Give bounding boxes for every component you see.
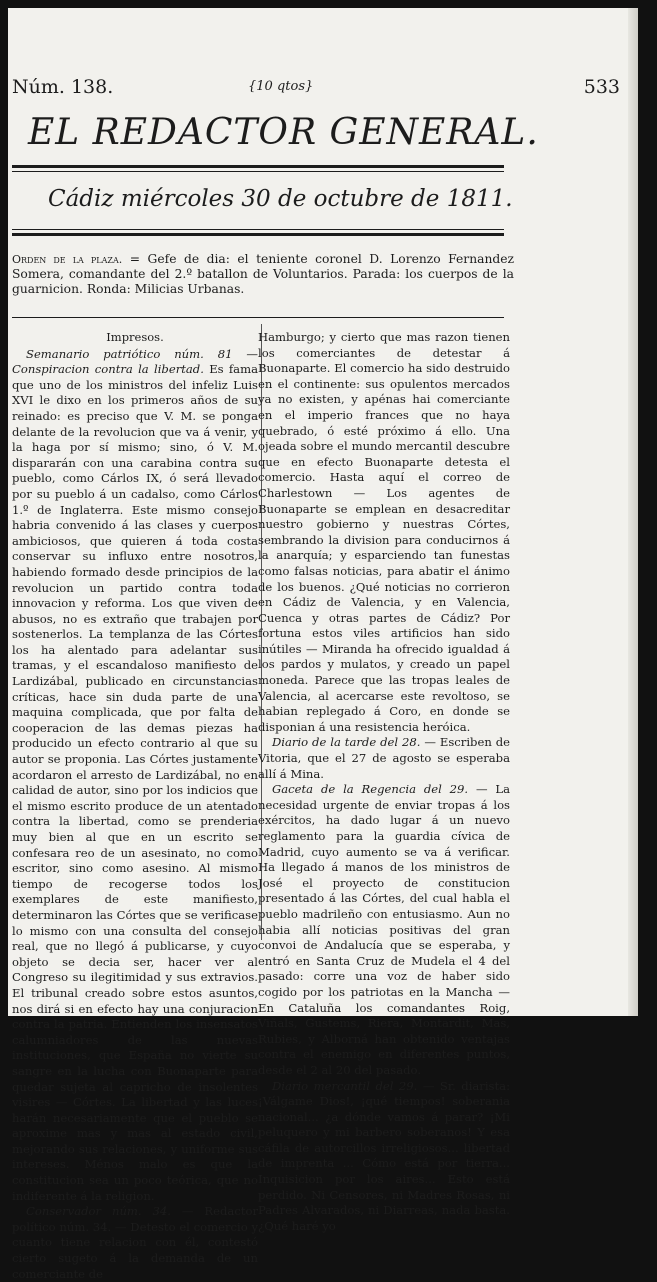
- article-label: Conservador núm. 34.: [26, 1204, 171, 1219]
- article-text: — Sr. diarista: ¡Válgame Dios!, ¡qué tiempos! soberania nacional... ¿a dónde vamos á parar? ¡Mi peluquero y mi barbero soberanos! Y esa cáfila de autorcillos irreligiosos... libertad de imprenta ... Cómo está por tierra... Inquisicion por los aires... Esto está perdido. Ni Censores, ni Madres Rosas, ni Padres Alvarados, ni Diarreas, nada basta. ¿Qué haré yo: [258, 1078, 510, 1233]
- title-rule-thin: [12, 171, 504, 172]
- article-redactor: [12, 1204, 258, 1282]
- article-label: Diario de la tarde del 28.: [272, 735, 421, 750]
- section-heading-impresos: Impresos.: [106, 330, 164, 344]
- issue-number: Núm. 138.: [12, 76, 114, 98]
- article-label: Semanario patriótico núm. 81 — Conspiracion contra la libertad.: [12, 346, 258, 377]
- left-column: [12, 330, 258, 1282]
- article-semanario: [12, 347, 258, 1205]
- article-label: Gaceta de la Regencia del 29.: [272, 782, 469, 797]
- dateline: Cádiz miércoles 30 de octubre de 1811.: [48, 186, 513, 212]
- issue-price: {10 qtos}: [248, 79, 314, 94]
- article-diario-mercantil: [258, 1079, 510, 1235]
- date-rule: [12, 233, 504, 236]
- article-text: — La necesidad urgente de enviar tropas á los exércitos, ha dado lugar á un nuevo reglamento para la guardia cívica de Madrid, cuyo aumento se va á verificar. Ha llegado á manos de los ministros de José el proyecto de constitucion presentado á las Córtes, del cual habla el pueblo madrileño con entusiasmo. Aun no habia allí noticias positivas del gran convoi de Andalucía que se esperaba, y entró en Santa Cruz de Mudela el 4 del pasado: corre una voz de haber sido cogido por los patriotas en la Mancha — En Cataluña los comandantes Roig, Viñals, Gustems, Riera, Montardit, Mas, Rubies, y Alborná han obtenido ventajas contra el enemigo en diferentes puntos, desde el 2 al 20 del pasado.: [258, 782, 511, 1077]
- section-rule: [12, 317, 504, 318]
- article-text: — Redactor político núm. 34. — Detesto el comercio y cuanto tiene relacion con él, contestó cierto sugeto á la demanda de un comerciante de: [12, 1204, 258, 1281]
- newspaper-page: [8, 8, 638, 1281]
- title-rule: [12, 165, 504, 168]
- article-text: — Escriben de Vitoria, que el 27 de agosto se esperaba allí á Mina.: [258, 735, 510, 781]
- article-gaceta: [258, 782, 510, 1078]
- page-edge: [628, 8, 638, 1016]
- masthead-top: [12, 76, 620, 104]
- orden-de-la-plaza: [12, 252, 514, 297]
- orden-label: Orden de la plaza.: [12, 253, 123, 266]
- page-number: 533: [583, 76, 620, 98]
- right-column: [258, 330, 510, 1234]
- article-diario-tarde: [258, 735, 510, 782]
- article-continued: Hamburgo; y cierto que mas razon tienen los comerciantes de detestar á Buonaparte. El comercio ha sido destruido en el continente: sus opulentos mercados ya no existen, y apénas hai comerciante en el imperio frances que no haya quebrado, ó esté próximo á ello. Una ojeada sobre el mundo mercantil descubre que en efecto Buonaparte detesta el comercio. Hasta aquí el correo de Charlestown — Los agentes de Buonaparte se emplean en desacreditar nuestro gobierno y nuestras Córtes, sembrando la division para conducirnos á la anarquía; y esparciendo tan funestas como falsas noticias, para abatir el ánimo de los buenos. ¿Qué noticias no corrieron en Cádiz de Valencia, y en Valencia, Cuenca y otras partes de Cádiz? Por fortuna estos viles artificios han sido inútiles — Miranda ha ofrecido igualdad á los pardos y mulatos, y creado un papel moneda. Parece que las tropas leales de Valencia, al acercarse este revoltoso, se habian replegado á Coro, en donde se disponian á una resistencia heróica.: [258, 330, 510, 734]
- article-text: Es fama que uno de los ministros del infeliz Luis XVI le dixo en los primeros años de su reinado: es preciso que V. M. se ponga delante de la revolucion que va á venir, y la haga por sí mismo; sino, ó V. M. dispararán con una carabina contra su pueblo, como Cárlos IX, ó será llevado por su pueblo á un cadalso, como Cárlos 1.º de Inglaterra. Este mismo consejo habria convenido á las clases y cuerpos ambiciosos, que quieren á toda costa conservar su influxo entre nosotros, habiendo formado desde principios de la revolucion un partido contra toda innovacion y reforma. Los que viven de abusos, no es extraño que trabajen por sostenerlos. La templanza de las Córtes los ha alentado para adelantar sus tramas, y el escandaloso manifiesto de Lardizábal, publicado en circunstancias críticas, hace sin duda parte de una maquina complicada, que por falta de cooperacion de las demas piezas ha producido un efecto contrario al que su autor se proponia. Las Córtes justamente acordaron el arresto de Lardizábal, no en calidad de autor, sino por los indicios que el mismo escrito produce de un atentado contra la libertad, como se prenderia muy bien al que en un escrito se confesara reo de un asesinato, no como escritor, sino como asesino. Al mismo tiempo de recogerse todos los exemplares de este manifiesto, determinaron las Córtes que se verificase lo mismo con una consulta del consejo real, que no llegó á publicarse, y cuyo objeto se decia ser, hacer ver al Congreso su ilegitimidad y sus extravios. El tribunal creado sobre estos asuntos, nos dirá si en efecto hay una conjuracion contra la patria. Entienden los insensatos calumniadores de las nuevas instituciones, que España no vierte su sangre en la lucha con Buonaparte para quedar sujeta al capricho de insolentes visires — Córtes. La libertad y las luces harán necesariamente que el pueblo se aproxime mas y mas al estado civil, mejorando sus relaciones, y uniforme sus intereses. Ménos malo es que la constitucion sea un poco teórica, que no indiferente á la religion.: [12, 362, 258, 1203]
- newspaper-title: EL REDACTOR GENERAL.: [28, 112, 539, 153]
- date-rule-thin: [12, 229, 504, 230]
- article-label: Diario mercantil del 29.: [272, 1078, 418, 1093]
- orden-text: = Gefe de dia: el teniente coronel D. Lorenzo Fernandez Somera, comandante del 2.º batallon de Voluntarios. Parada: los cuerpos de la guarnicion. Ronda: Milicias Urbanas.: [12, 252, 514, 296]
